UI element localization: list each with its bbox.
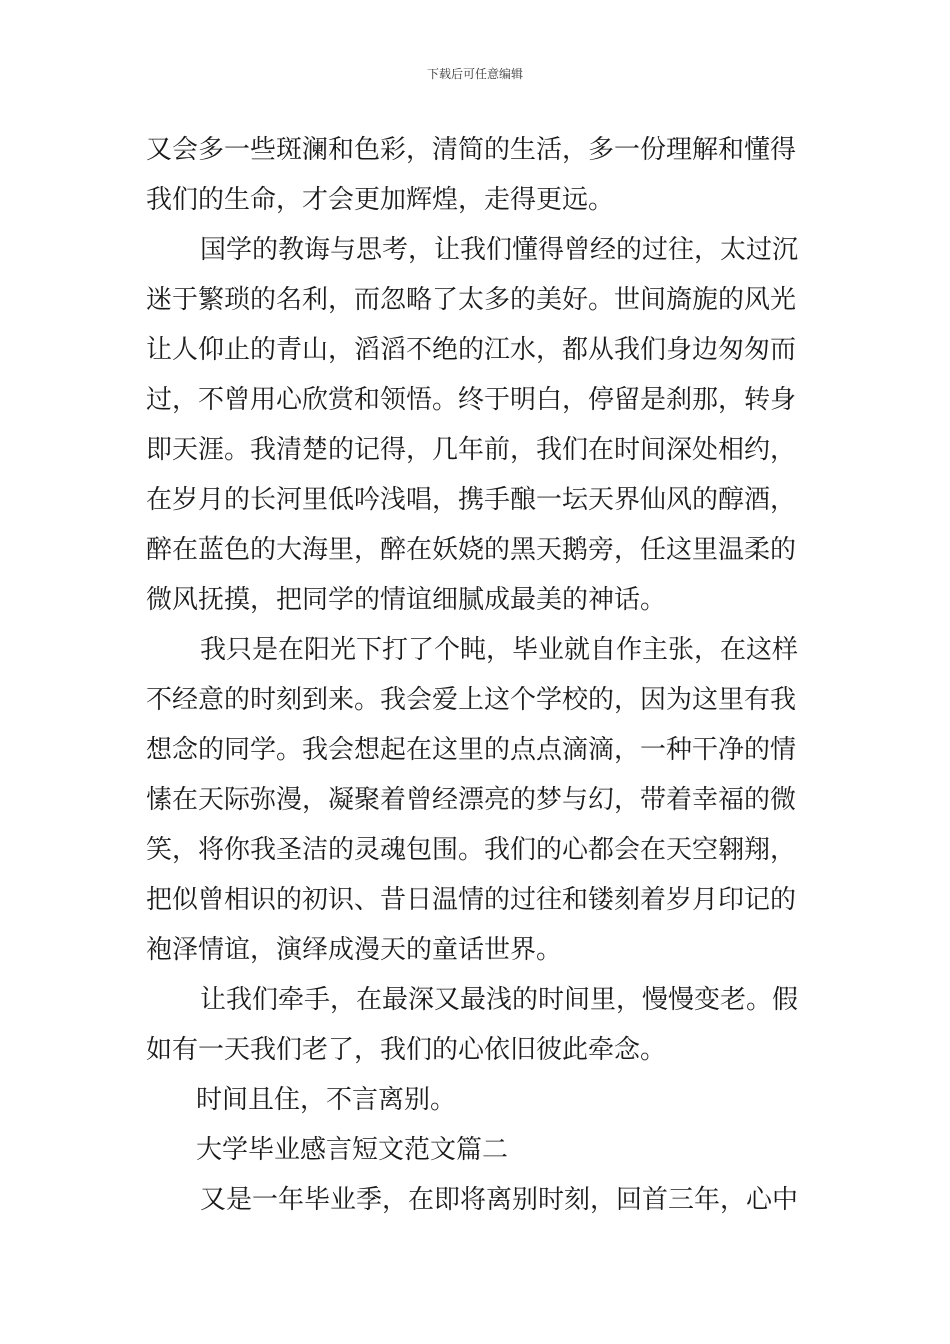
text-line: 不经意的时刻到来。我会爱上这个学校的，因为这里有我 — [146, 685, 797, 715]
text-line: 我们的生命，才会更加辉煌，走得更远。 — [146, 185, 615, 215]
text-line: 迷于繁琐的名利，而忽略了太多的美好。世间旖旎的风光 — [146, 285, 797, 315]
text-line: 又会多一些斑澜和色彩，清简的生活，多一份理解和懂得 — [146, 135, 797, 165]
text-line: 微风抚摸，把同学的情谊细腻成最美的神话。 — [146, 585, 667, 615]
section-heading: 大学毕业感言短文范文篇二 — [196, 1135, 509, 1165]
text-line: 让人仰止的青山，滔滔不绝的江水，都从我们身边匆匆而 — [146, 335, 797, 365]
paragraph-start-line: 我只是在阳光下打了个盹，毕业就自作主张，在这样 — [200, 635, 799, 665]
page-header: 下载后可任意编辑 — [426, 67, 523, 81]
paragraph-start-line: 国学的教诲与思考，让我们懂得曾经的过往，太过沉 — [200, 235, 799, 265]
text-line: 在岁月的长河里低吟浅唱，携手酿一坛天界仙风的醇酒， — [146, 485, 797, 515]
text-line: 把似曾相识的初识、昔日温情的过往和镂刻着岁月印记的 — [146, 885, 797, 915]
text-line: 醉在蓝色的大海里，醉在妖娆的黑天鹅旁，任这里温柔的 — [146, 535, 797, 565]
text-line: 想念的同学。我会想起在这里的点点滴滴，一种干净的情 — [146, 735, 797, 765]
paragraph-start-line: 让我们牵手，在最深又最浅的时间里，慢慢变老。假 — [200, 985, 799, 1015]
text-line: 如有一天我们老了，我们的心依旧彼此牵念。 — [146, 1035, 667, 1065]
paragraph-start-line: 时间且住，不言离别。 — [196, 1085, 457, 1115]
paragraph-start-line: 又是一年毕业季，在即将离别时刻，回首三年，心中 — [200, 1185, 799, 1215]
text-line: 袍泽情谊，演绎成漫天的童话世界。 — [146, 935, 563, 965]
text-line: 愫在天际弥漫，凝聚着曾经漂亮的梦与幻，带着幸福的微 — [146, 785, 797, 815]
text-line: 过，不曾用心欣赏和领悟。终于明白，停留是刹那，转身 — [146, 385, 797, 415]
text-line: 笑，将你我圣洁的灵魂包围。我们的心都会在天空翱翔， — [146, 835, 797, 865]
document-body — [146, 125, 811, 1225]
text-line: 即天涯。我清楚的记得，几年前，我们在时间深处相约， — [146, 435, 797, 465]
